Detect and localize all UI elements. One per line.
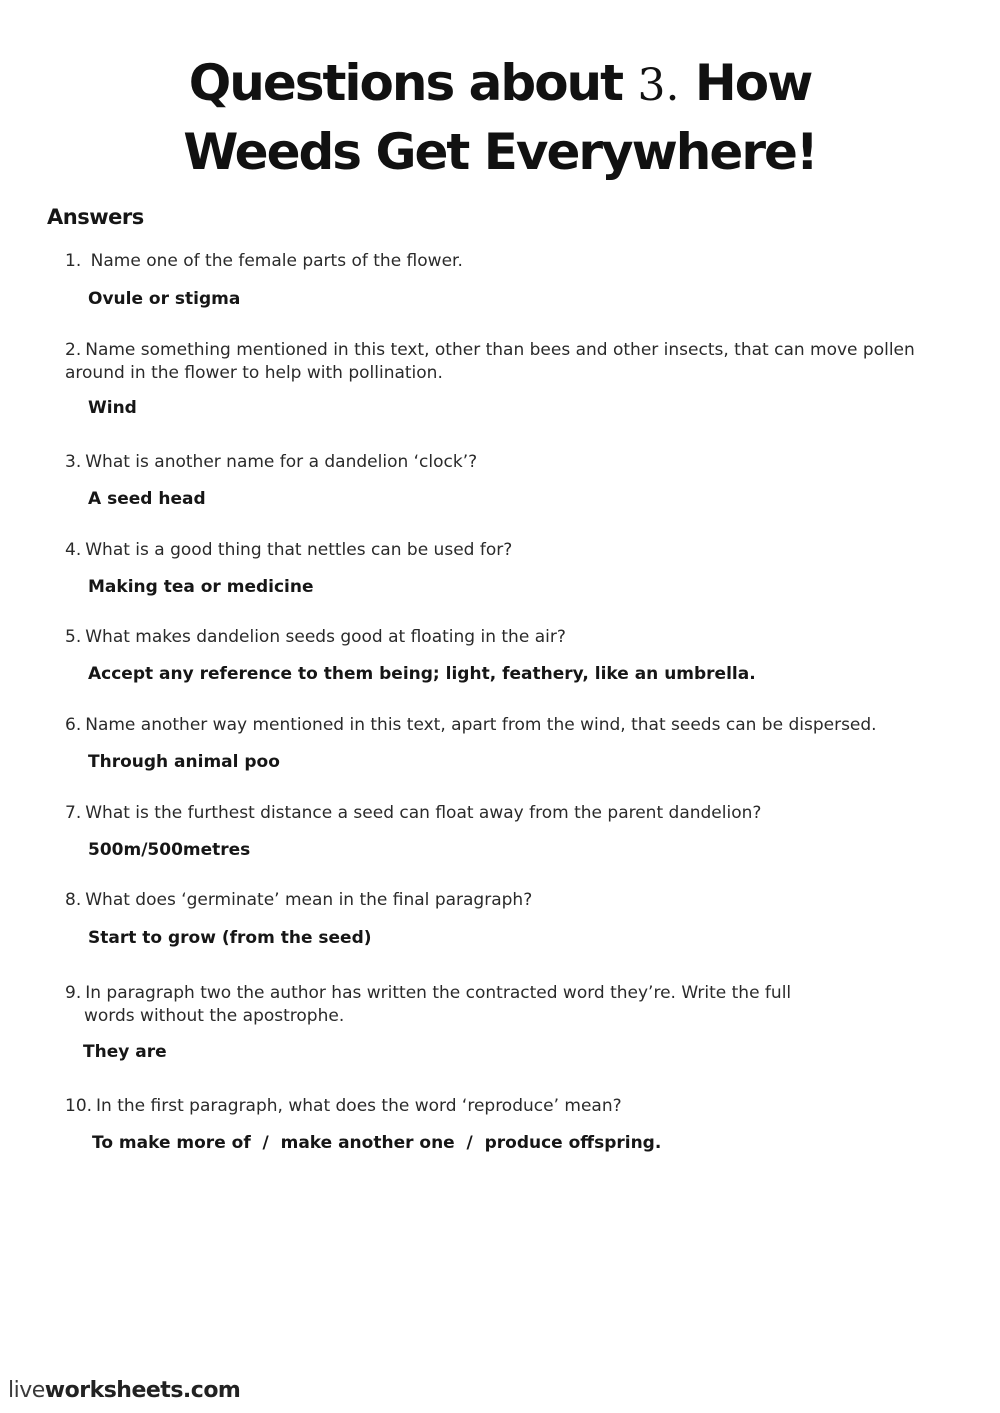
answer-9: They are bbox=[83, 1042, 167, 1062]
question-2: 2. Name something mentioned in this text, other than bees and other insects, that can move pollen around in the flower to help with pollination. bbox=[65, 340, 915, 383]
question-5: 5. What makes dandelion seeds good at floating in the air? bbox=[65, 627, 566, 647]
answer-6: Through animal poo bbox=[88, 752, 280, 772]
answer-1: Ovule or stigma bbox=[88, 289, 241, 309]
question-9: 9. In paragraph two the author has written the contracted word they’re. Write the full words without the apostrophe. bbox=[65, 983, 792, 1026]
question-1: 1. Name one of the female parts of the flower. bbox=[65, 251, 463, 271]
answer-10: To make more of / make another one / produce offspring. bbox=[92, 1133, 662, 1153]
answer-5: Accept any reference to them being; light, feathery, like an umbrella. bbox=[88, 664, 756, 684]
page-title bbox=[0, 50, 1000, 185]
title-line-2: Weeds Get Everywhere! bbox=[183, 123, 817, 181]
answer-7: 500m/500metres bbox=[88, 840, 251, 860]
question-6: 6. Name another way mentioned in this text, apart from the wind, that seeds can be dispersed. bbox=[65, 715, 877, 735]
answer-4: Making tea or medicine bbox=[88, 577, 314, 597]
answer-8: Start to grow (from the seed) bbox=[88, 928, 372, 948]
title-line-1: Questions about 3. How bbox=[188, 54, 812, 112]
question-7: 7. What is the furthest distance a seed can float away from the parent dandelion? bbox=[65, 803, 762, 823]
question-3: 3. What is another name for a dandelion ‘clock’? bbox=[65, 452, 478, 472]
question-4: 4. What is a good thing that nettles can be used for? bbox=[65, 540, 513, 560]
question-10: 10. In the first paragraph, what does the word ‘reproduce’ mean? bbox=[65, 1096, 622, 1116]
liveworksheets-logo: liveworksheets.com bbox=[8, 1378, 241, 1403]
answers-heading: Answers bbox=[47, 205, 144, 229]
question-8: 8. What does ‘germinate’ mean in the final paragraph? bbox=[65, 890, 533, 910]
answer-3: A seed head bbox=[88, 489, 206, 509]
answer-2: Wind bbox=[88, 398, 137, 418]
